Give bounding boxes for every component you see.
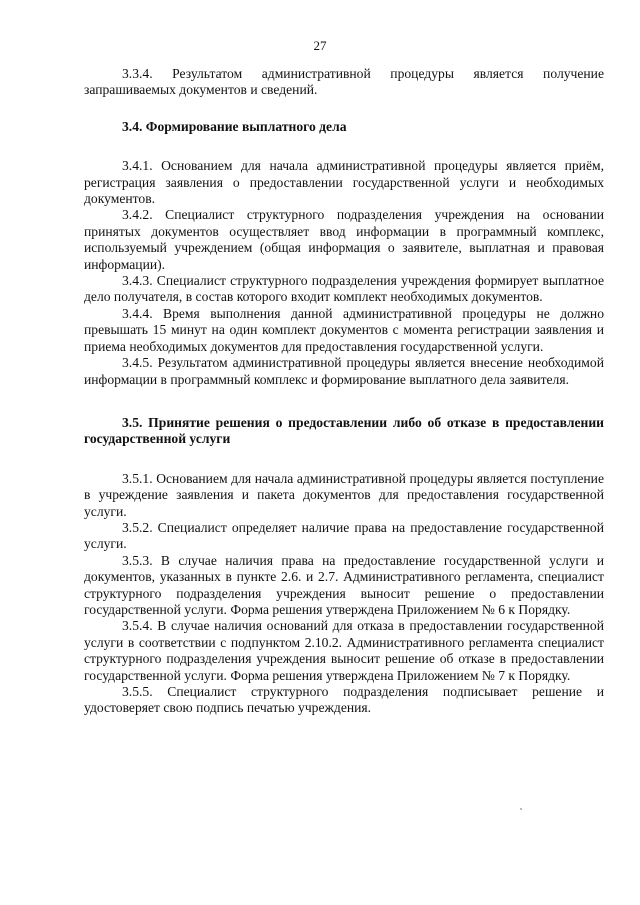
document-body bbox=[84, 66, 604, 717]
paragraph-3-4-1: 3.4.1. Основанием для начала административной процедуры является приём, регистрация заявления о предоставлении государственной услуги и необходимых документов. bbox=[84, 158, 604, 207]
paragraph-3-5-3: 3.5.3. В случае наличия права на предоставление государственной услуги и документов, указанных в пункте 2.6. и 2.7. Административного регламента, специалист структурного подразделения учреждения выносит решение о предоставлении государственной услуги. Форма решения утверждена Приложением № 6 к Порядку. bbox=[84, 552, 604, 617]
paragraph-3-3-4: 3.3.4. Результатом административной процедуры является получение запрашиваемых документов и сведений. bbox=[84, 66, 604, 98]
paragraph-3-4-2: 3.4.2. Специалист структурного подразделения учреждения на основании принятых документов осуществляет ввод информации в программный комплекс, используемый учреждением (общая информация о заявителе, выплатная и правовая информации). bbox=[84, 207, 604, 272]
paragraph-3-5-2: 3.5.2. Специалист определяет наличие права на предоставление государственной услуги. bbox=[84, 519, 604, 552]
section-3-5-heading: 3.5. Принятие решения о предоставлении либо об отказе в предоставлении государственной услуги bbox=[84, 414, 604, 447]
scan-speck bbox=[520, 808, 522, 810]
paragraph-3-4-4: 3.4.4. Время выполнения данной административной процедуры не должно превышать 15 минут на один комплект документов с момента регистрации заявления и приема необходимых документов для предоставления государственной услуги. bbox=[84, 305, 604, 354]
paragraph-3-5-4: 3.5.4. В случае наличия оснований для отказа в предоставлении государственной услуги в соответствии с подпунктом 2.10.2. Административного регламента специалист структурного подразделения учреждения выносит решение об отказе в предоставлении государственной услуги. Форма решения утверждена Приложением № 7 к Порядку. bbox=[84, 618, 604, 683]
section-3-4-heading: 3.4. Формирование выплатного дела bbox=[122, 118, 347, 134]
paragraph-3-4-5: 3.4.5. Результатом административной процедуры является внесение необходимой информации в программный комплекс и формирование выплатного дела заявителя. bbox=[84, 355, 604, 387]
paragraph-3-4-3: 3.4.3. Специалист структурного подразделения учреждения формирует выплатное дело получателя, в состав которого входит комплект необходимых документов. bbox=[84, 273, 604, 305]
paragraph-3-5-5: 3.5.5. Специалист структурного подразделения подписывает решение и удостоверяет свою подпись печатью учреждения. bbox=[84, 684, 604, 716]
paragraph-3-5-1: 3.5.1. Основанием для начала административной процедуры является поступление в учреждение заявления и пакета документов для предоставления государственной услуги. bbox=[84, 470, 604, 519]
page-number: 27 bbox=[313, 38, 327, 53]
